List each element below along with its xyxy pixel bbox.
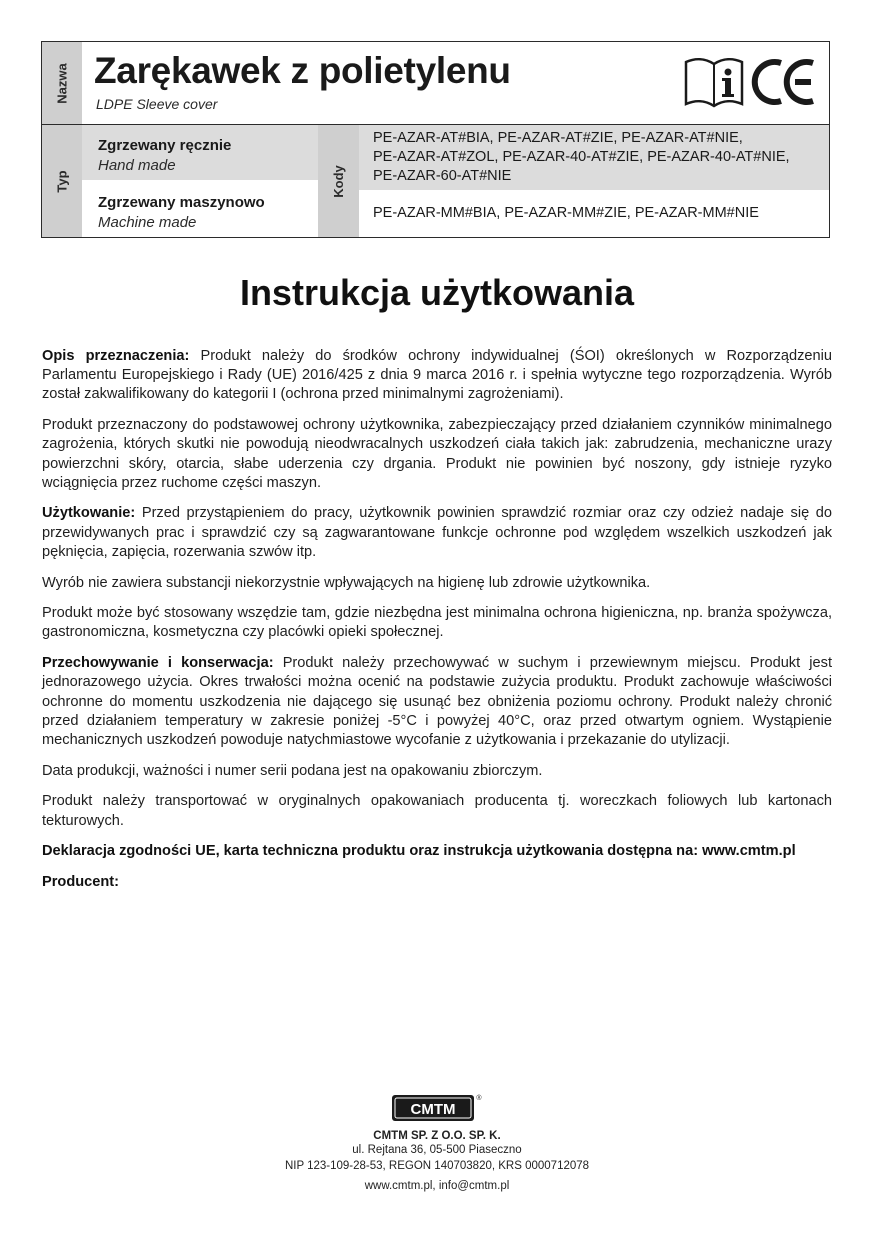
product-title: Zarękawek z polietylenu xyxy=(94,50,511,91)
code-line: PE-AZAR-AT#ZOL, PE-AZAR-40-AT#ZIE, PE-AZAR-40-AT#NIE, xyxy=(373,149,790,165)
paragraph-transport xyxy=(42,792,832,830)
producer-label: Producent: xyxy=(42,873,120,890)
manual-info-icon xyxy=(683,54,745,110)
paragraph-hygiene xyxy=(42,574,832,593)
type-label-cell xyxy=(42,125,82,237)
paragraph-text: Produkt przeznaczony do podstawowej ochrony użytkownika, zabezpieczający przed działaniem czynników minimalnego zagrożenia, których skutki nie powodują nieodwracalnych uszkodzeń ciała takich jak: zabrudzenia, mechaniczne urazy powierzchni skóry, otarcia, słabe uderzenia czy drgania. Produkt nie powinien być noszony, gdy istnieje ryzyko wciągnięcia przez ruchome części maszyn. xyxy=(42,417,832,491)
paragraph-usage xyxy=(42,504,832,562)
paragraph-text: Produkt należy przechowywać w suchym i przewiewnym miejscu. Produkt jest jednorazowego użycia. Okres trwałości można ocenić na podstawie zużycia produktu. Produkt zachowuje właściwości ochronne do momentu uszkodzenia nie dającego się usunąć bez obniżenia poziomu ochrony. Produkt należy chronić przed działaniem temperatury w zakresie poniżej -5°C i powyżej 40°C, oraz przed otwartym ogniem. Wystąpienie mechanicznych uszkodzeń powoduje natychmiastowe wycofanie z użytkowania i przekazanie do utylizacji. xyxy=(42,655,832,748)
paragraph-dates xyxy=(42,762,832,781)
type-row-machine xyxy=(82,182,318,237)
codes-machine xyxy=(359,190,829,237)
paragraph-lead: Przechowywanie i konserwacja: xyxy=(42,655,274,672)
ce-mark-icon xyxy=(751,58,817,106)
paragraph-purpose xyxy=(42,347,832,405)
logo-text: CMTM xyxy=(410,1101,456,1118)
page-heading: Instrukcja użytkowania xyxy=(239,272,635,313)
type-row-hand xyxy=(82,125,318,180)
name-label-cell xyxy=(42,42,82,125)
type-hand-en: Hand made xyxy=(98,157,176,174)
marks-group xyxy=(683,54,817,110)
company-address: ul. Rejtana 36, 05-500 Piaseczno xyxy=(352,1144,522,1156)
codes-label: Kody xyxy=(331,164,346,198)
name-label: Nazwa xyxy=(54,63,70,104)
paragraph-lead: Opis przeznaczenia: xyxy=(42,348,190,364)
paragraph-protection xyxy=(42,416,832,493)
paragraph-text: Wyrób nie zawiera substancji niekorzystnie wpływających na higienę lub zdrowie użytkownika. xyxy=(42,574,651,591)
paragraph-text: Produkt należy do środków ochrony indywidualnej (ŚOI) określonych w Rozporządzeniu Parlamentu Europejskiego i Rady (UE) 2016/425 z dnia 9 marca 2016 r. i spełnia wytyczne tego rozporządzenia. Wyrób został zakwalifikowany do kategorii I (ochrona przed minimalnymi zagrożeniami). xyxy=(42,348,832,403)
declaration-text: Deklaracja zgodności UE, karta techniczna produktu oraz instrukcja użytkowania dostępna na: www.cmtm.pl xyxy=(42,843,796,860)
footer xyxy=(0,1092,874,1192)
paragraph-application xyxy=(42,604,832,642)
instructions-body xyxy=(42,347,832,904)
code-line: PE-AZAR-AT#BIA, PE-AZAR-AT#ZIE, PE-AZAR-AT#NIE, xyxy=(373,130,743,146)
paragraph-storage xyxy=(42,654,832,750)
paragraph-text: Data produkcji, ważności i numer serii podana jest na opakowaniu zbiorczym. xyxy=(42,762,543,779)
codes-hand xyxy=(359,125,829,190)
type-machine-pl: Zgrzewany maszynowo xyxy=(98,194,265,211)
company-logo xyxy=(0,1092,874,1124)
paragraph-lead: Użytkowanie: xyxy=(42,505,136,522)
paragraph-text: Produkt należy transportować w oryginalnych opakowaniach producenta tj. woreczkach foliowych lub kartonach tekturowych. xyxy=(42,793,832,829)
product-header-table xyxy=(41,41,830,238)
producer-line xyxy=(42,873,832,892)
company-web[interactable]: www.cmtm.pl, info@cmtm.pl xyxy=(364,1180,510,1192)
code-line: PE-AZAR-60-AT#NIE xyxy=(373,168,512,184)
registered-mark: ® xyxy=(476,1095,482,1102)
paragraph-text: Produkt może być stosowany wszędzie tam, gdzie niezbędna jest minimalna ochrona higieniczna, np. branża spożywcza, gastronomiczna, kosmetyczna czy placówki opieki społecznej. xyxy=(42,605,832,641)
cmtm-logo-icon xyxy=(391,1092,483,1124)
declaration-line xyxy=(42,842,832,861)
type-machine-en: Machine made xyxy=(98,214,197,231)
product-subtitle: LDPE Sleeve cover xyxy=(96,96,218,112)
code-line: PE-AZAR-MM#BIA, PE-AZAR-MM#ZIE, PE-AZAR-MM#NIE xyxy=(373,205,759,221)
company-name: CMTM SP. Z O.O. SP. K. xyxy=(373,1130,501,1142)
company-registry: NIP 123-109-28-53, REGON 140703820, KRS 0000712078 xyxy=(284,1160,590,1172)
type-label: Typ xyxy=(54,169,70,193)
type-hand-pl: Zgrzewany ręcznie xyxy=(98,137,232,154)
codes-label-cell xyxy=(318,125,359,237)
paragraph-text: Przed przystąpieniem do pracy, użytkownik powinien sprawdzić rozmiar oraz czy odzież nadaje się do przewidywanych prac i sprawdzić czy są zagwarantowane funkcje ochronne pod względem wszelkich uszkodzeń jak pęknięcia, zapięcia, rozerwania szwów itp. xyxy=(42,505,832,560)
